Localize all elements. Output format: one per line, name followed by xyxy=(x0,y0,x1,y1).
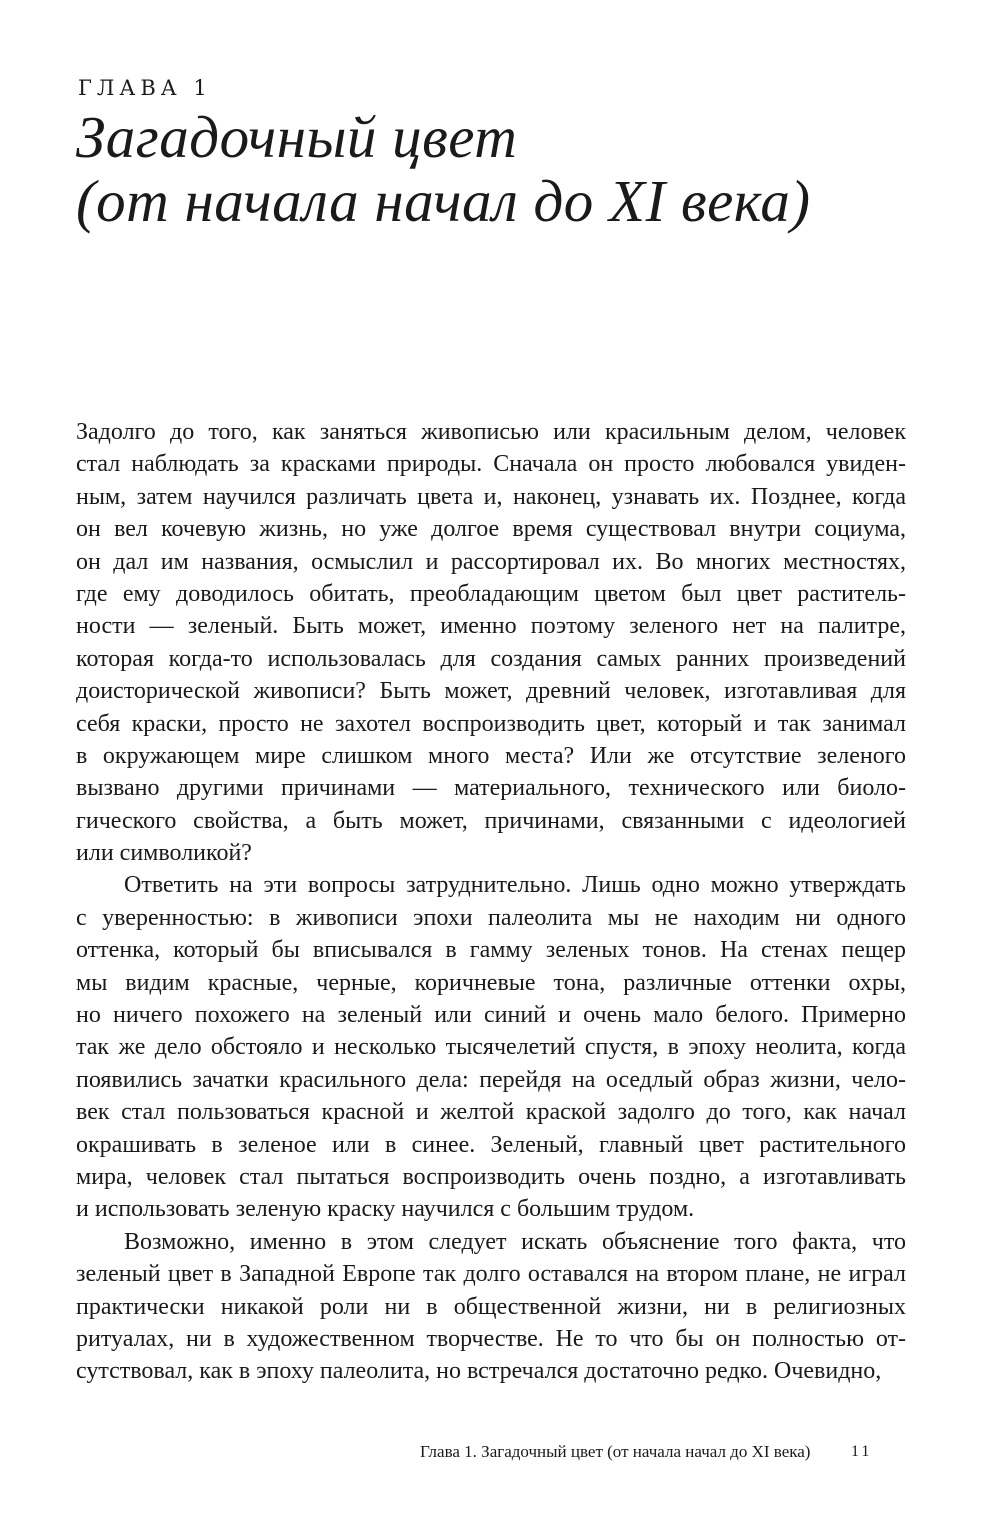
text-line: появились зачатки красильного дела: перейдя на оседлый образ жизни, чело- xyxy=(76,1066,906,1093)
text-line: ным, затем научился различать цвета и, наконец, узнавать их. Позднее, когда xyxy=(76,483,906,510)
body-text xyxy=(76,416,906,1388)
text-line: мира, человек стал пытаться воспроизводить очень поздно, а изготавливать xyxy=(76,1163,906,1190)
text-line: сутствовал, как в эпоху палеолита, но встречался достаточно редко. Очевидно, xyxy=(76,1358,882,1385)
text-line: Задолго до того, как заняться живописью или красильным делом, человек xyxy=(76,419,906,445)
chapter-title-line: (от начала начал до XI века) xyxy=(76,168,811,234)
text-line: но ничего похожего на зеленый или синий и очень мало белого. Примерно xyxy=(76,1002,906,1029)
text-line: так же дело обстояло и несколько тысячелетий спустя, в эпоху неолита, когда xyxy=(76,1034,906,1061)
text-line: век стал пользоваться красной и желтой краской задолго до того, как начал xyxy=(76,1099,906,1126)
text-line: доисторической живописи? Быть может, древний человек, изготавливая для xyxy=(76,678,906,705)
page-number: 11 xyxy=(851,1443,873,1460)
text-line: он вел кочевую жизнь, но уже долгое время существовал внутри социума, xyxy=(76,516,906,543)
text-line: Возможно, именно в этом следует искать объяснение того факта, что xyxy=(124,1228,906,1255)
text-line: стал наблюдать за красками природы. Сначала он просто любовался увиден- xyxy=(76,451,906,478)
text-line: ности — зеленый. Быть может, именно поэтому зеленого нет на палитре, xyxy=(76,613,906,640)
chapter-label: ГЛАВА 1 xyxy=(78,76,212,100)
text-line: в окружающем мире слишком много места? Или же отсутствие зеленого xyxy=(76,742,906,769)
chapter-title-line: Загадочный цвет xyxy=(76,104,518,170)
paragraph xyxy=(76,416,906,869)
text-line: Ответить на эти вопросы затруднительно. Лишь одно можно утверждать xyxy=(124,872,906,899)
text-line: и использовать зеленую краску научился с большим трудом. xyxy=(76,1196,695,1223)
text-line: которая когда-то использовалась для создания самых ранних произведений xyxy=(76,645,906,672)
text-line: окрашивать в зеленое или в синее. Зеленый, главный цвет растительного xyxy=(76,1131,906,1158)
text-line: вызвано другими причинами — материального, технического или биоло- xyxy=(76,775,906,802)
text-line: практически никакой роли ни в общественной жизни, ни в религиозных xyxy=(76,1293,906,1320)
running-footer: Глава 1. Загадочный цвет (от начала начал до XI века) xyxy=(420,1442,811,1461)
paragraph xyxy=(76,869,906,1225)
text-line: себя краски, просто не захотел воспроизводить цвет, который и так занимал xyxy=(76,710,906,737)
text-line: оттенка, который бы вписывался в гамму зеленых тонов. На стенах пещер xyxy=(76,937,906,964)
paragraph xyxy=(76,1226,906,1388)
text-line: он дал им названия, осмыслил и рассортировал их. Во многих местностях, xyxy=(76,548,906,575)
text-line: ритуалах, ни в художественном творчестве. Не то что бы он полностью от- xyxy=(76,1325,906,1352)
text-line: или символикой? xyxy=(76,840,252,867)
text-line: мы видим красные, черные, коричневые тона, различные оттенки охры, xyxy=(76,969,906,996)
chapter-title xyxy=(76,105,811,233)
text-line: с уверенностью: в живописи эпохи палеолита мы не находим ни одного xyxy=(76,904,906,931)
text-line: где ему доводилось обитать, преобладающим цветом был цвет раститель- xyxy=(76,580,906,607)
text-line: зеленый цвет в Западной Европе так долго оставался на втором плане, не играл xyxy=(76,1261,906,1288)
text-line: гического свойства, а быть может, причинами, связанными с идеологией xyxy=(76,807,906,834)
